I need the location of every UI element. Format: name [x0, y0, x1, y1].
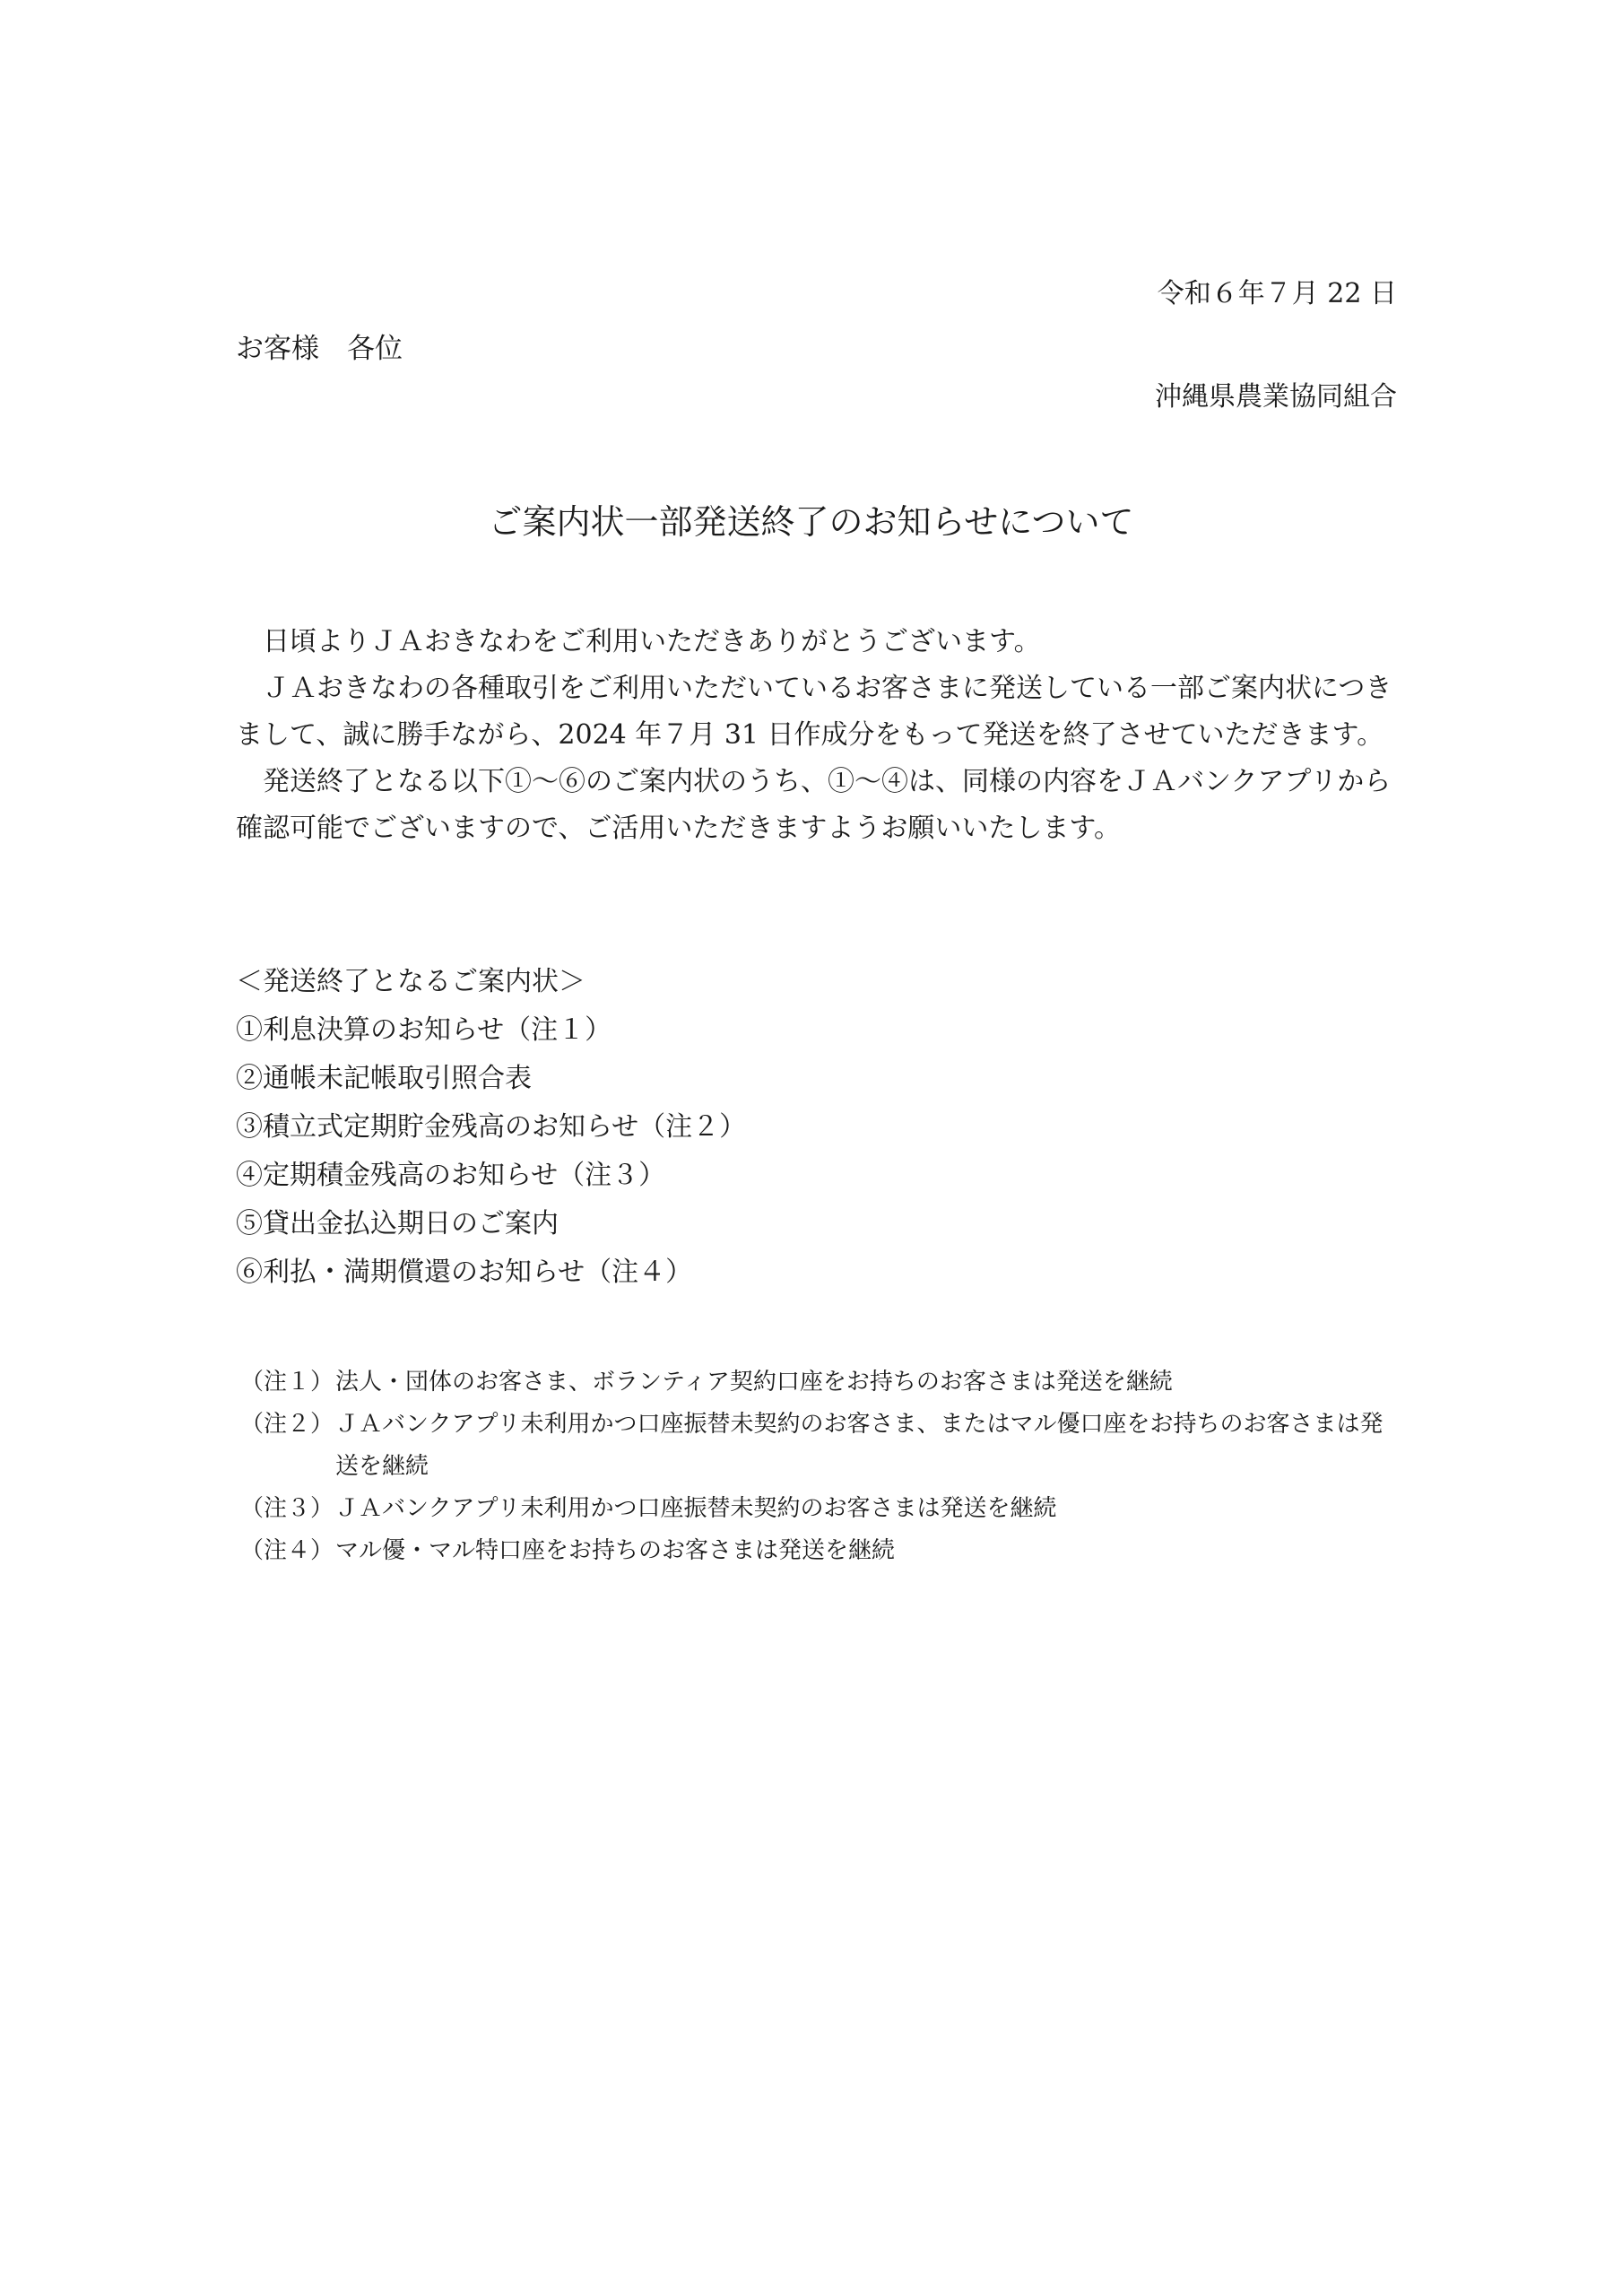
body-paragraph: 発送終了となる以下①～⑥のご案内状のうち、①～④は、同様の内容をＪＡバンクアプリから確認可能でございますので、ご活用いただきますようお願いいたします。 [236, 766, 1392, 844]
footnote-label: （注２） [240, 1411, 334, 1438]
footnote-text: マル優・マル特口座をお持ちのお客さまは発送を継続 [335, 1537, 896, 1564]
footnote [240, 1488, 1406, 1530]
notice-list-item: ④定期積金残高のお知らせ（注３） [236, 1160, 666, 1191]
addressee: お客様 各位 [236, 333, 403, 365]
notice-list-item: ③積立式定期貯金残高のお知らせ（注２） [236, 1111, 747, 1143]
footnote-label: （注３） [240, 1495, 334, 1522]
body-paragraph: 日頃よりＪＡおきなわをご利用いただきありがとうございます。 [263, 626, 1041, 657]
footnote [240, 1361, 1406, 1404]
notice-list-item: ②通帳未記帳取引照合表 [236, 1063, 532, 1094]
sender-organization: 沖縄県農業協同組合 [1155, 381, 1397, 413]
footnote-text: ＪＡバンクアプリ未利用かつ口座振替未契約のお客さま、またはマル優口座をお持ちのお客さまは発送を継続 [335, 1411, 1383, 1480]
document-date: 令和６年７月 22 日 [1157, 278, 1397, 309]
notice-list-item: ⑤貸出金払込期日のご案内 [236, 1208, 559, 1239]
notice-list [236, 958, 746, 1297]
body-text [236, 619, 1397, 852]
footnote-label: （注４） [240, 1537, 334, 1564]
footnote-text: ＪＡバンクアプリ未利用かつ口座振替未契約のお客さまは発送を継続 [335, 1495, 1057, 1522]
footnote-text: 法人・団体のお客さま、ボランティア契約口座をお持ちのお客さまは発送を継続 [335, 1369, 1173, 1396]
footnote [240, 1530, 1406, 1572]
footnote [240, 1404, 1406, 1488]
notice-list-item: ①利息決算のお知らせ（注１） [236, 1014, 612, 1046]
notice-list-heading: ＜発送終了となるご案内状＞ [236, 966, 585, 997]
body-paragraph: ＪＡおきなわの各種取引をご利用いただいているお客さまに発送している一部ご案内状につきまして、誠に勝手ながら、2024 年７月 31 日作成分をもって発送を終了させていただきます。 [236, 673, 1392, 751]
notice-list-item: ⑥利払・満期償還のお知らせ（注４） [236, 1257, 693, 1288]
document-title: ご案内状一部発送終了のお知らせについて [488, 502, 1134, 542]
footnotes [240, 1361, 1406, 1572]
footnote-label: （注１） [240, 1369, 334, 1396]
